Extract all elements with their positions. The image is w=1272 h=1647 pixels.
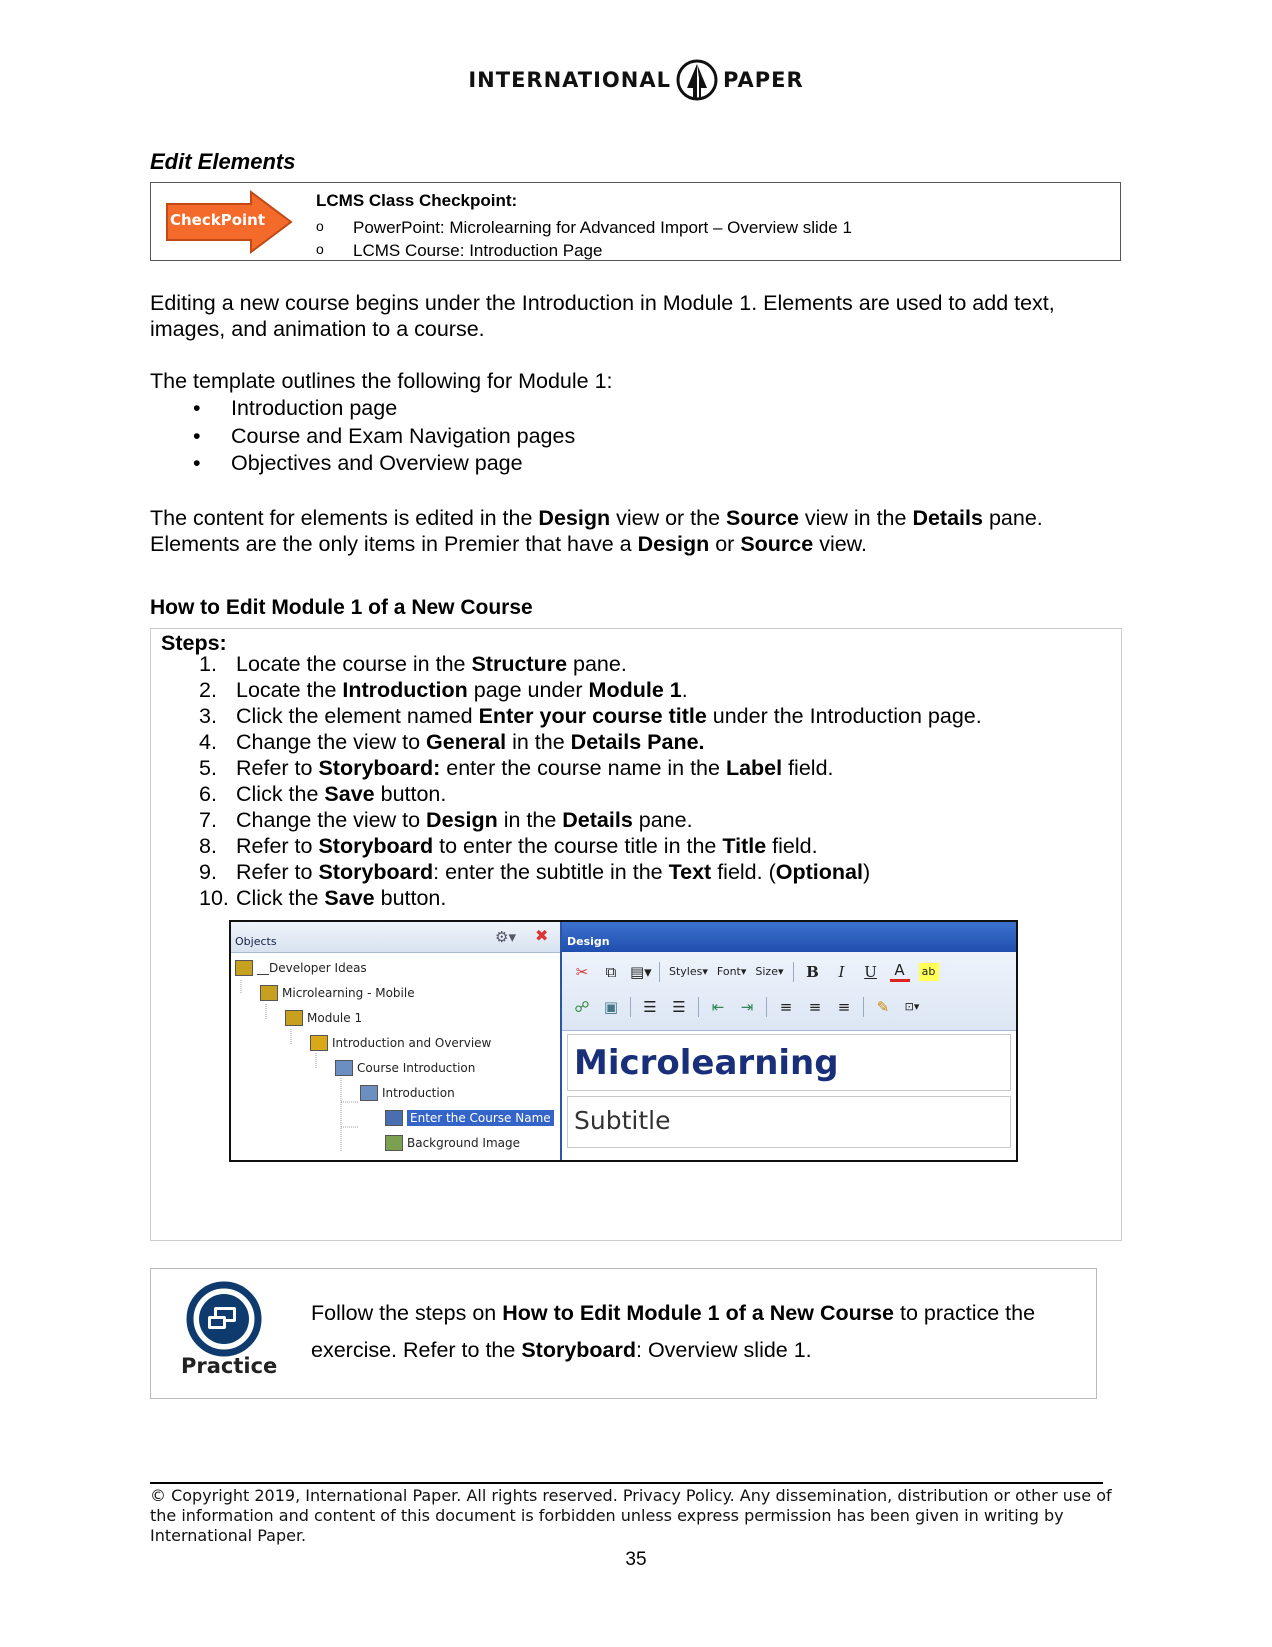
font-dropdown[interactable]: Font▾ (716, 965, 747, 978)
highlight-icon[interactable]: ab (919, 963, 939, 981)
subtitle-field[interactable]: Subtitle (567, 1096, 1011, 1148)
checkpoint-badge: CheckPoint (170, 211, 266, 229)
section-title: Edit Elements (150, 149, 296, 174)
editor-toolbar (562, 952, 1016, 1031)
underline-icon[interactable]: U (864, 962, 877, 981)
tree-item[interactable]: Enter the Course Name (385, 1110, 554, 1126)
objects-title: Objects (235, 935, 277, 948)
bold-icon[interactable]: B (806, 962, 819, 981)
list-item: • Introduction page (193, 396, 398, 420)
checkpoint-heading: LCMS Class Checkpoint: (316, 191, 518, 210)
header-logo (0, 58, 1272, 102)
practice-label: Practice (181, 1354, 278, 1378)
lcms-screenshot (229, 920, 1018, 1162)
cut-icon[interactable]: ✂ (575, 962, 589, 981)
indent-icon[interactable]: ⇥ (740, 998, 754, 1016)
tree-item[interactable]: __Developer Ideas (235, 960, 367, 976)
step-item: 10. Click the Save button. (199, 886, 447, 910)
steps-label: Steps: (161, 631, 227, 655)
step-item: 5. Refer to Storyboard: enter the course name in the Label field. (199, 756, 834, 780)
settings-icon[interactable]: ⚙▾ (495, 928, 516, 946)
content-paragraph: The content for elements is edited in the Design view or the Source view in the Details pane. Elements are the only items in Premier that have a Design or Source view. (150, 506, 1043, 556)
list-item: • Course and Exam Navigation pages (193, 424, 576, 448)
objects-pane (231, 922, 562, 1160)
font-color-icon[interactable]: A (890, 961, 910, 982)
step-item: 1. Locate the course in the Structure pane. (199, 652, 627, 676)
objects-pane-header (231, 922, 560, 953)
intro-paragraph: Editing a new course begins under the Introduction in Module 1. Elements are used to add text, images, and animation to a course. (150, 291, 1055, 341)
edit-source-icon[interactable]: ✎ (876, 998, 890, 1016)
logo-text-left: INTERNATIONAL (468, 68, 671, 92)
step-item: 8. Refer to Storyboard to enter the course title in the Title field. (199, 834, 818, 858)
bullet-list-icon[interactable]: ☰ (643, 998, 657, 1016)
international-paper-logo-icon (675, 58, 719, 102)
align-right-icon[interactable]: ≡ (837, 998, 851, 1016)
step-item: 4. Change the view to General in the Details Pane. (199, 730, 705, 754)
tree-item[interactable]: Course Introduction (335, 1060, 475, 1076)
practice-text: Follow the steps on How to Edit Module 1 of a New Course to practice the exercise. Refer to the Storyboard: Overview slide 1. (311, 1301, 1036, 1362)
checkpoint-item: o LCMS Course: Introduction Page (316, 241, 603, 260)
tree-item[interactable]: Microlearning - Mobile (260, 985, 415, 1001)
step-item: 9. Refer to Storyboard: enter the subtitle in the Text field. (Optional) (199, 860, 871, 884)
design-pane-header (562, 922, 1016, 952)
italic-icon[interactable]: I (838, 962, 845, 981)
logo-text-right: PAPER (723, 68, 804, 92)
footer-divider (150, 1482, 1103, 1484)
step-item: 2. Locate the Introduction page under Module 1. (199, 678, 688, 702)
template-heading: The template outlines the following for Module 1: (150, 369, 613, 393)
image-icon[interactable]: ▣ (603, 998, 619, 1016)
variable-icon[interactable]: ⊡▾ (904, 1000, 920, 1013)
copyright-footer: © Copyright 2019, International Paper. All rights reserved. Privacy Policy. Any dissemination, distribution or other use of the information and content of this document is forbidden unless express permission has been given in writing by International Paper. (150, 1486, 1112, 1545)
align-left-icon[interactable]: ≡ (779, 998, 793, 1016)
step-item: 6. Click the Save button. (199, 782, 447, 806)
align-center-icon[interactable]: ≡ (808, 998, 822, 1016)
link-icon[interactable]: ☍ (574, 998, 590, 1016)
step-item: 7. Change the view to Design in the Details pane. (199, 808, 693, 832)
tree-item[interactable]: Introduction and Overview (310, 1035, 491, 1051)
paste-icon[interactable]: ▤▾ (630, 962, 652, 981)
copy-icon[interactable]: ⧉ (605, 962, 617, 981)
checkpoint-item: o PowerPoint: Microlearning for Advanced Import – Overview slide 1 (316, 218, 852, 237)
practice-icon (186, 1281, 262, 1357)
design-pane (562, 922, 1016, 1160)
close-icon[interactable]: ✖ (535, 926, 549, 945)
outdent-icon[interactable]: ⇤ (711, 998, 725, 1016)
title-field[interactable]: Microlearning (567, 1034, 1011, 1091)
list-item: • Objectives and Overview page (193, 451, 523, 475)
tree-item[interactable]: Introduction (360, 1085, 455, 1101)
page-number: 35 (625, 1549, 647, 1570)
tree-lines (231, 952, 561, 1160)
tree-item[interactable]: Background Image (385, 1135, 520, 1151)
design-title: Design (567, 935, 610, 948)
numbered-list-icon[interactable]: ☰ (672, 998, 686, 1016)
tree-item[interactable]: Module 1 (285, 1010, 362, 1026)
step-item: 3. Click the element named Enter your course title under the Introduction page. (199, 704, 982, 728)
howto-heading: How to Edit Module 1 of a New Course (150, 596, 533, 619)
styles-dropdown[interactable]: Styles▾ (669, 965, 708, 978)
size-dropdown[interactable]: Size▾ (755, 965, 784, 978)
